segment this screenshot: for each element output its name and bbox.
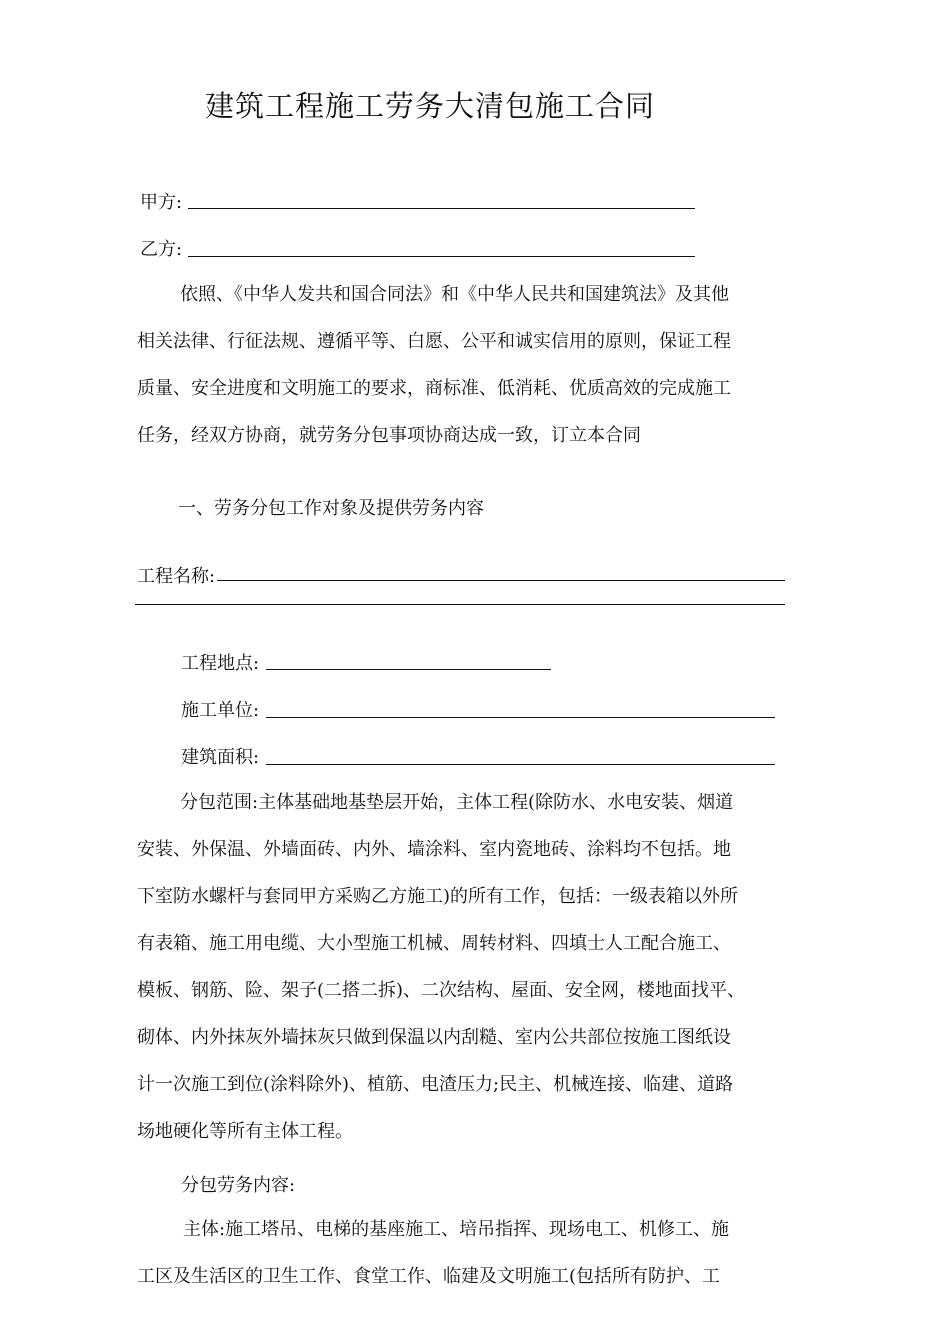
section-1-heading: 一、劳务分包工作对象及提供劳务内容 <box>178 498 484 519</box>
scope-line: 有表箱、施工用电缆、大小型施工机械、周转材料、四填士人工配合施工、 <box>137 933 731 954</box>
main-paragraph <box>137 1206 729 1300</box>
labor-content-label: 分包劳务内容: <box>181 1175 296 1196</box>
project-location-label: 工程地点: <box>181 653 260 674</box>
project-name-blank <box>217 580 785 581</box>
scope-paragraph <box>137 779 745 1155</box>
project-name-label: 工程名称: <box>137 566 216 587</box>
intro-line: 任务，经双方协商，就劳务分包事项协商达成一致，订立本合同 <box>137 425 641 446</box>
scope-line: 下室防水螺杆与套同甲方采购乙方施工)的所有工作，包括：一级表箱以外所 <box>137 886 739 907</box>
party-b-blank <box>188 256 695 257</box>
building-area-label: 建筑面积: <box>181 747 260 768</box>
building-area-blank <box>266 764 775 765</box>
main-line: 工区及生活区的卫生工作、食堂工作、临建及文明施工(包括所有防护、工 <box>137 1266 721 1287</box>
party-a-blank <box>188 208 695 209</box>
party-b-label: 乙方: <box>140 239 183 260</box>
intro-line: 质量、安全进度和文明施工的要求，商标准、低消耗、优质高效的完成施工 <box>137 378 731 399</box>
scope-line: 计一次施工到位(涂料除外)、植筋、电渣压力;民主、机械连接、临建、道路 <box>137 1074 734 1095</box>
scope-line: 模板、钢筋、险、架子(二搭二拆)、二次结构、屋面、安全网，楼地面找平、 <box>137 980 746 1001</box>
scope-line: 分包范围:主体基础地基垫层开始，主体工程(除防水、水电安装、烟道 <box>180 792 734 813</box>
party-a-label: 甲方: <box>140 192 183 213</box>
document-title: 建筑工程施工劳务大清包施工合同 <box>205 89 656 123</box>
scope-line: 砌体、内外抹灰外墙抹灰只做到保温以内刮糙、室内公共部位按施工图纸设 <box>137 1027 731 1048</box>
project-name-blank-2 <box>135 604 785 605</box>
construction-unit-blank <box>266 717 775 718</box>
construction-unit-label: 施工单位: <box>181 700 260 721</box>
intro-paragraph <box>137 271 731 459</box>
scope-line: 安装、外保温、外墙面砖、内外、墙涂料、室内瓷地砖、涂料均不包括。地 <box>137 839 731 860</box>
main-line: 主体:施工塔吊、电梯的基座施工、培吊指挥、现场电工、机修工、施 <box>183 1219 730 1240</box>
intro-line: 相关法律、行征法规、遵循平等、白愿、公平和诚实信用的原则，保证工程 <box>137 331 731 352</box>
scope-line: 场地硬化等所有主体工程。 <box>137 1121 353 1142</box>
intro-line: 依照、《中华人发共和国合同法》和《中华人民共和国建筑法》及其他 <box>180 284 729 305</box>
project-location-blank <box>266 669 551 670</box>
